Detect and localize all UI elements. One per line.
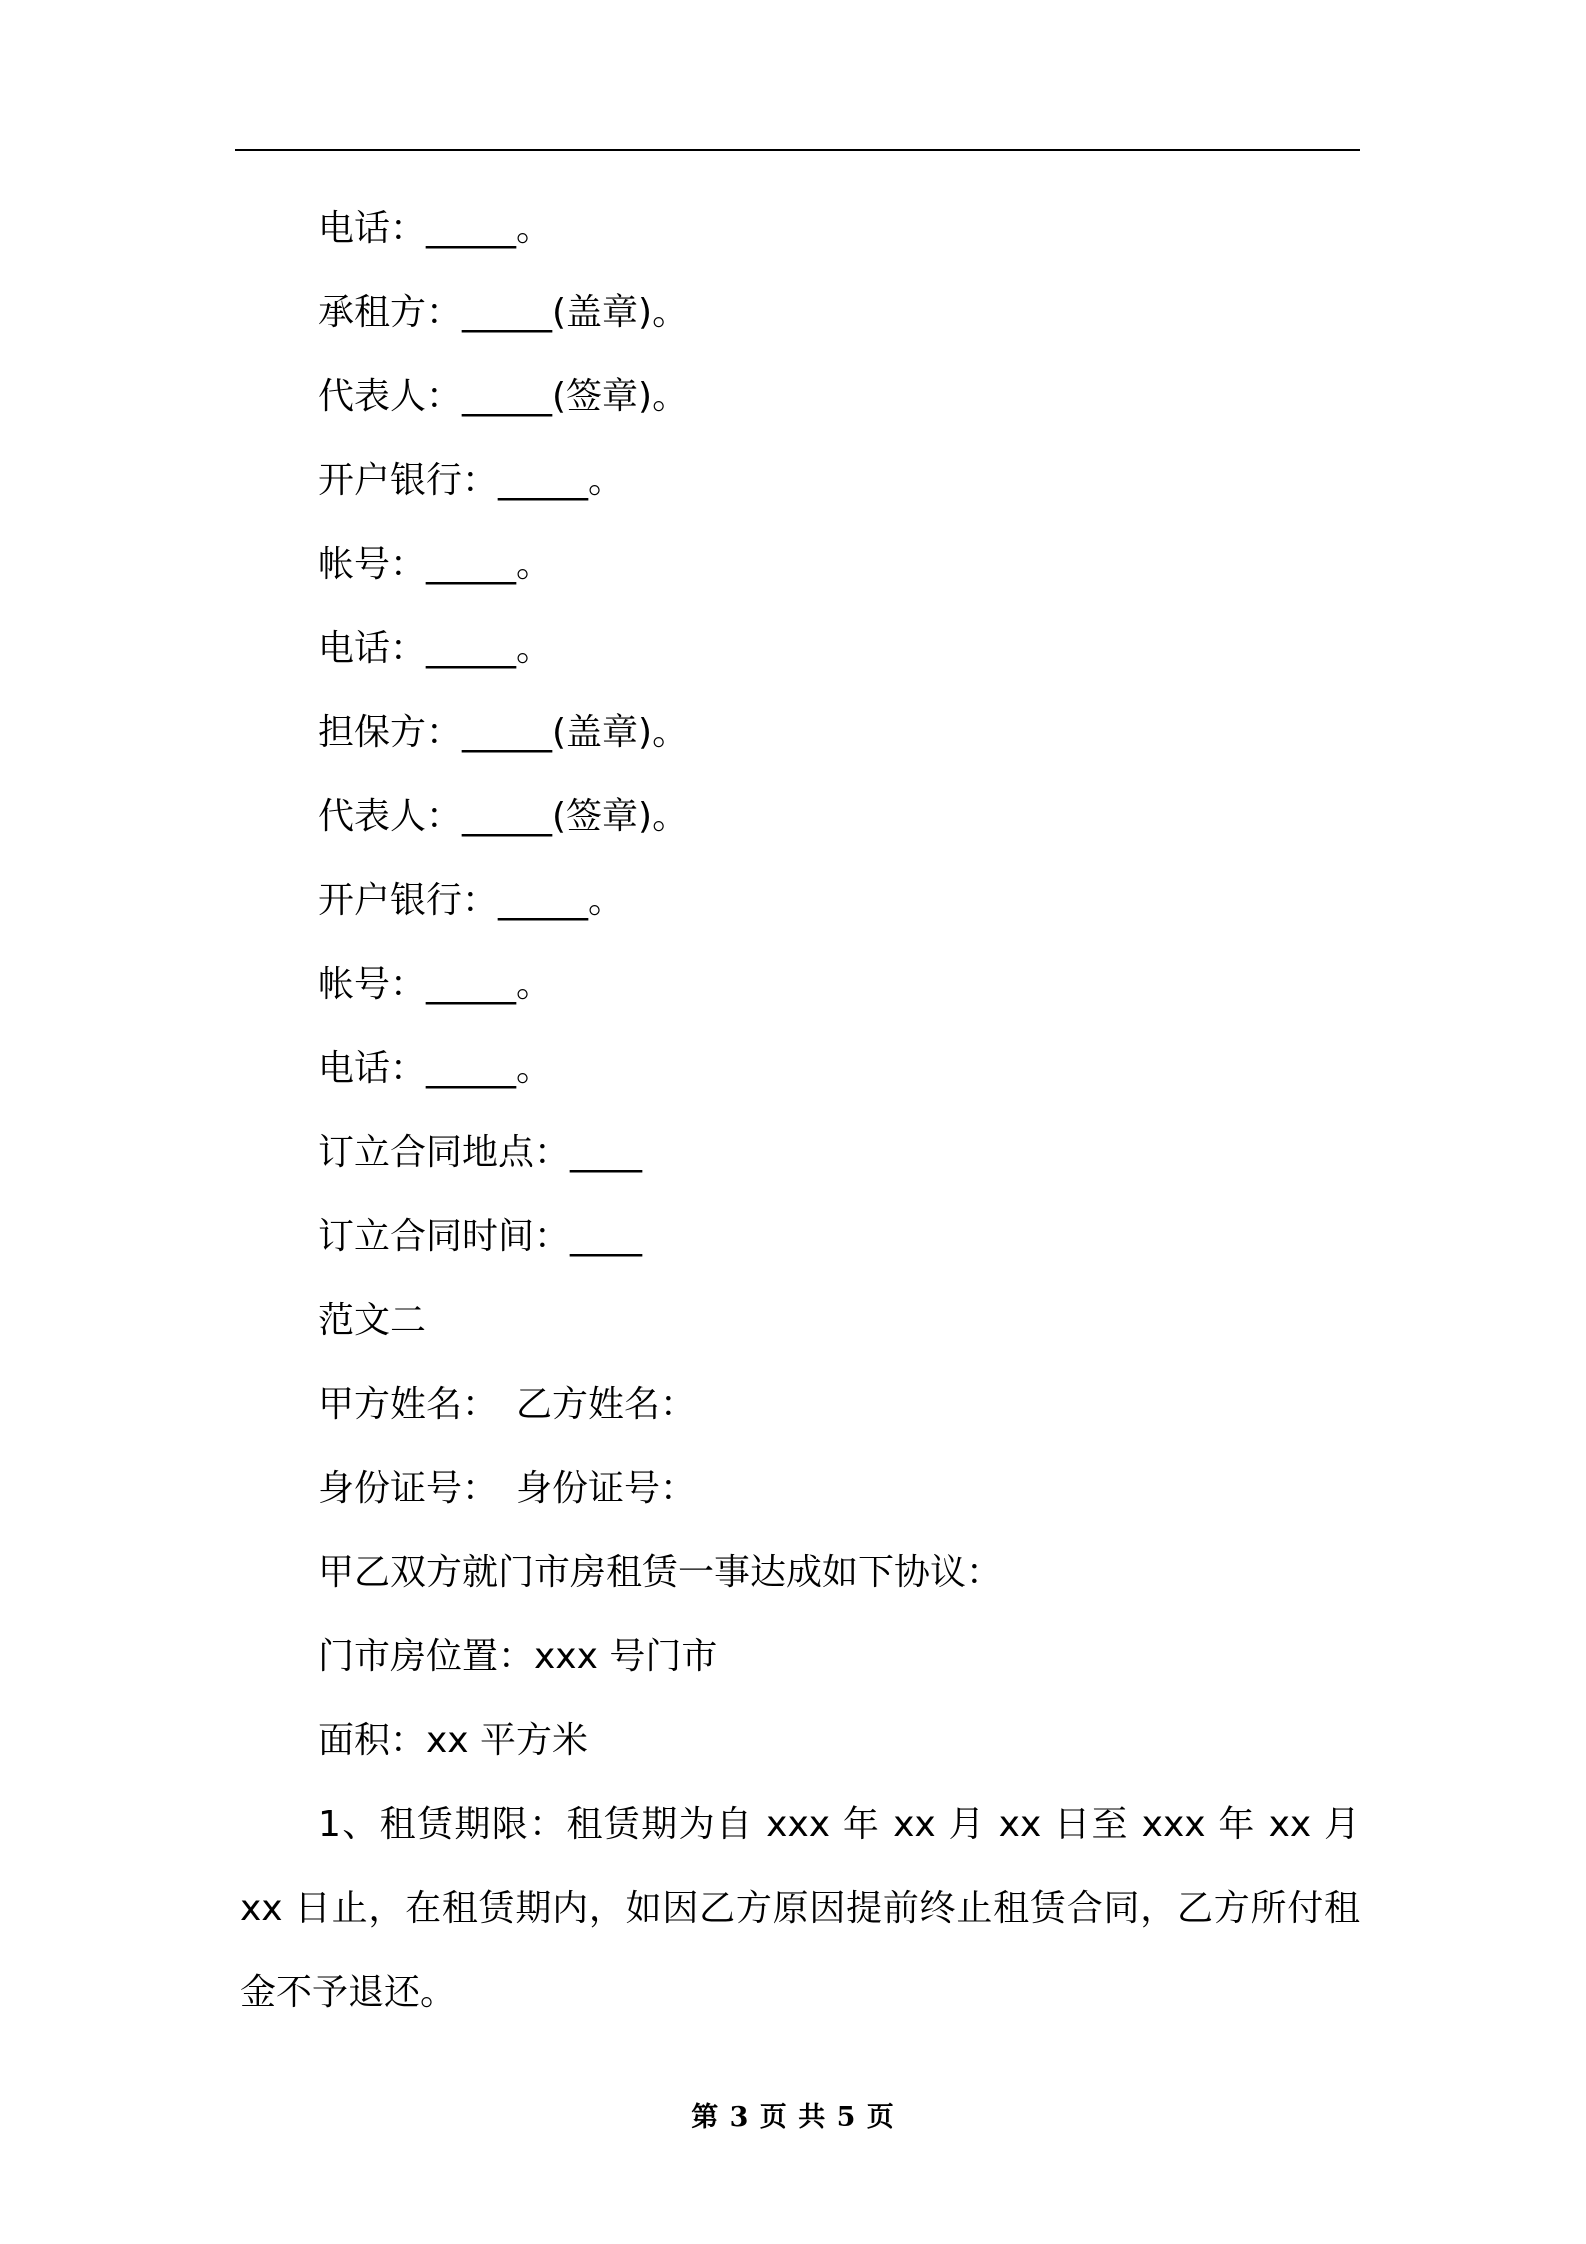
lessee-bank-line: 开户银行：_____。	[318, 460, 625, 501]
sample-two-heading: 范文二	[318, 1300, 427, 1341]
tenant-phone-line: 电话：_____。	[318, 208, 553, 249]
contract-place-line: 订立合同地点：____	[318, 1132, 643, 1173]
id-numbers-line: 身份证号： 身份证号：	[318, 1468, 697, 1509]
party-names-line: 甲方姓名： 乙方姓名：	[318, 1384, 697, 1425]
lessee-account-line: 帐号：_____。	[318, 544, 553, 585]
lessee-seal-line: 承租方：_____(盖章)。	[318, 292, 689, 333]
lessee-phone-line: 电话：_____。	[318, 628, 553, 669]
guarantor-seal-line: 担保方：_____(盖章)。	[318, 712, 689, 753]
lessee-representative-line: 代表人：_____(签章)。	[318, 376, 689, 417]
page-number-footer: 第 3 页 共 5 页	[691, 2102, 895, 2133]
guarantor-account-line: 帐号：_____。	[318, 964, 553, 1005]
lease-term-paragraph: 1、租赁期限：租赁期为自 xxx 年 xx 月 xx 日至 xxx 年 xx 月 xx 日止，在租赁期内，如因乙方原因提前终止租赁合同，乙方所付租金不予退还。	[240, 1804, 1360, 2013]
guarantor-bank-line: 开户银行：_____。	[318, 880, 625, 921]
shop-location-line: 门市房位置：xxx 号门市	[318, 1636, 718, 1677]
area-line: 面积：xx 平方米	[318, 1720, 589, 1761]
agreement-intro-line: 甲乙双方就门市房租赁一事达成如下协议：	[318, 1552, 1003, 1593]
contract-time-line: 订立合同时间：____	[318, 1216, 643, 1257]
guarantor-representative-line: 代表人：_____(签章)。	[318, 796, 689, 837]
guarantor-phone-line: 电话：_____。	[318, 1048, 553, 1089]
